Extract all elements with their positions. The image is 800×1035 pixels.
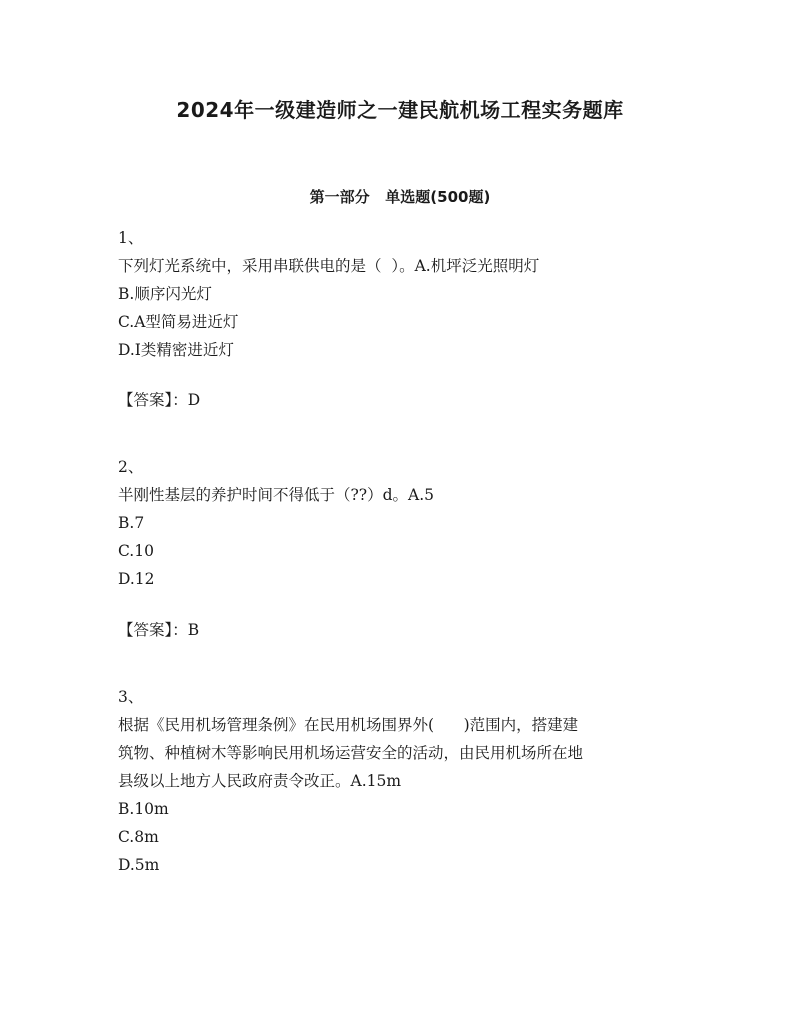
question-3 [118, 683, 678, 879]
section-title: 第一部分 单选题(500题) [309, 188, 491, 206]
answer-label: 【答案】： [118, 621, 188, 639]
option-c: C.A型简易进近灯 [118, 313, 239, 331]
answer-value: D [187, 391, 201, 409]
question-1 [118, 224, 678, 364]
option-d: D.5m [118, 856, 160, 874]
answer-value: B [187, 621, 200, 639]
document-title: 2024年一级建造师之一建民航机场工程实务题库 [176, 98, 624, 122]
question-number: 2、 [118, 458, 144, 476]
question-number: 1、 [118, 229, 144, 247]
question-stem-line: 根据《民用机场管理条例》在民用机场围界外( )范围内，搭建建 [118, 716, 579, 734]
answer-1 [118, 386, 200, 414]
option-b: B.顺序闪光灯 [118, 285, 212, 303]
option-b: B.10m [118, 800, 169, 818]
option-b: B.7 [118, 514, 145, 532]
question-number: 3、 [118, 688, 144, 706]
option-c: C.10 [118, 542, 154, 560]
question-stem-line: 县级以上地方人民政府责令改正。A.15m [118, 772, 402, 790]
option-d: D.Ⅰ类精密进近灯 [118, 341, 234, 359]
question-2 [118, 453, 678, 593]
answer-label: 【答案】： [118, 391, 188, 409]
question-stem-line: 半刚性基层的养护时间不得低于（??）d。A.5 [118, 486, 435, 504]
question-stem-line: 筑物、种植树木等影响民用机场运营安全的活动，由民用机场所在地 [118, 744, 584, 762]
question-stem-line: 下列灯光系统中，采用串联供电的是（ ）。A.机坪泛光照明灯 [118, 257, 540, 275]
option-d: D.12 [118, 570, 155, 588]
answer-2 [118, 616, 199, 644]
option-c: C.8m [118, 828, 159, 846]
